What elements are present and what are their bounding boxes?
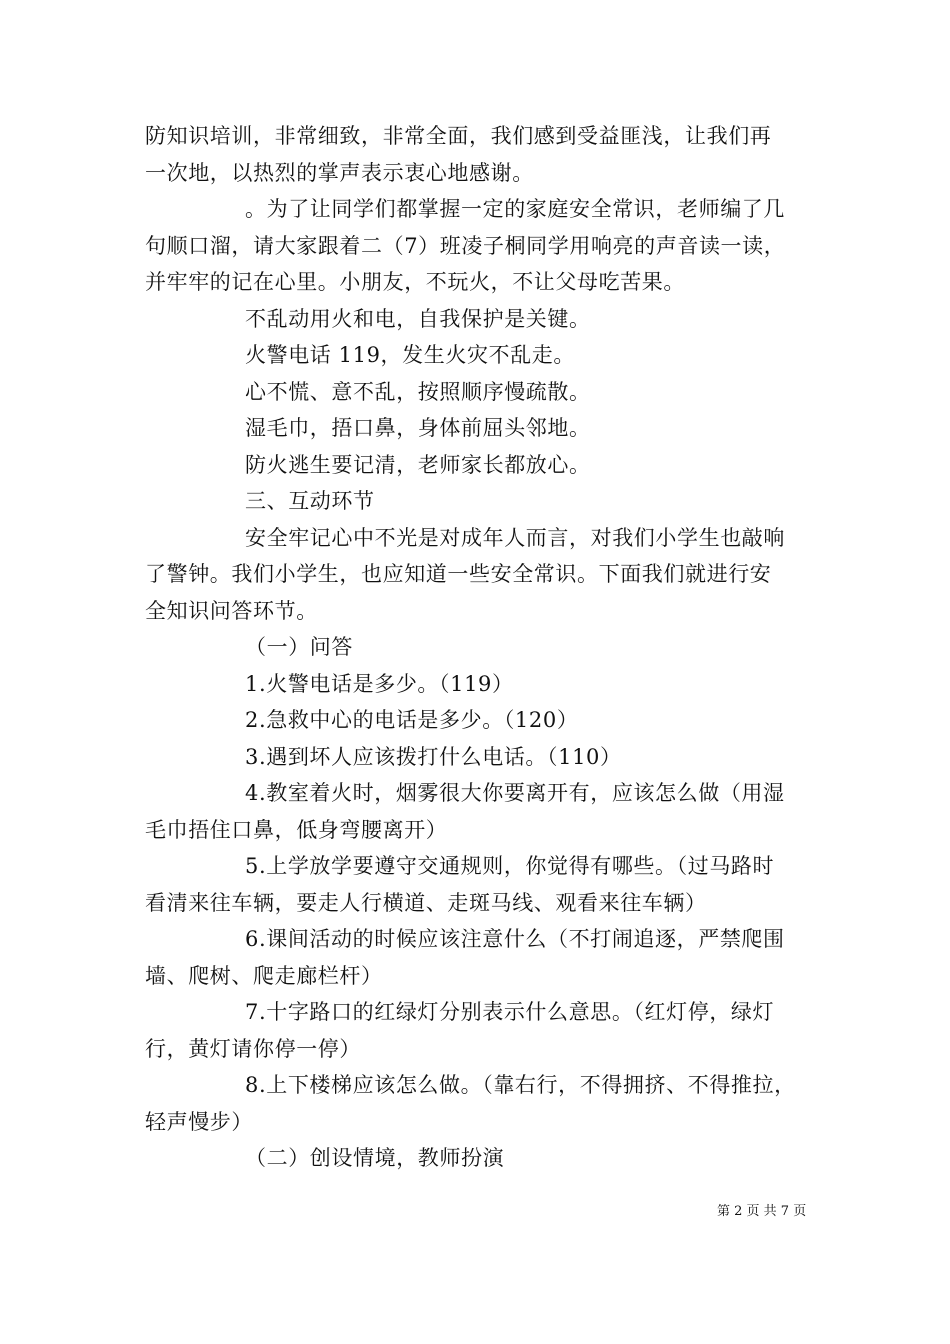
text-line: 6.课间活动的时候应该注意什么（不打闹追逐，严禁爬围 — [245, 927, 785, 951]
text-line: 5.上学放学要遵守交通规则，你觉得有哪些。（过马路时 — [245, 854, 775, 878]
text-line: 。为了让同学们都掌握一定的家庭安全常识，老师编了几 — [245, 197, 785, 221]
text-line: 湿毛巾，捂口鼻，身体前屈头邻地。 — [245, 416, 591, 440]
text-line: 墙、爬树、爬走廊栏杆） — [145, 963, 383, 988]
text-line: 毛巾捂住口鼻，低身弯腰离开） — [145, 817, 448, 842]
text-line: 7.十字路口的红绿灯分别表示什么意思。（红灯停，绿灯 — [245, 1000, 775, 1024]
text-line: 轻声慢步） — [145, 1109, 253, 1134]
text-line: 一次地，以热烈的掌声表示衷心地感谢。 — [145, 160, 534, 185]
text-line: 了警钟。我们小学生，也应知道一些安全常识。下面我们就进行安 — [145, 562, 772, 586]
text-line: 防知识培训，非常细致，非常全面，我们感到受益匪浅，让我们再 — [145, 124, 772, 148]
text-line: 不乱动用火和电，自我保护是关键。 — [245, 306, 591, 331]
text-line: 防火逃生要记清，老师家长都放心。 — [245, 452, 591, 477]
text-line: （二）创设情境，教师扮演 — [245, 1146, 505, 1170]
text-line: （一）问答 — [245, 635, 353, 659]
text-line: 看清来往车辆，要走人行横道、走斑马线、观看来往车辆） — [145, 890, 707, 915]
text-line: 2.急救中心的电话是多少。（120） — [245, 708, 579, 732]
text-line: 并牢牢的记在心里。小朋友，不玩火，不让父母吃苦果。 — [145, 270, 685, 294]
text-line: 句顺口溜，请大家跟着二（7）班凌子桐同学用响亮的声音读一读， — [145, 233, 786, 258]
text-line: 心不慌、意不乱，按照顺序慢疏散。 — [245, 379, 591, 404]
text-line: 行，黄灯请你停一停） — [145, 1036, 361, 1061]
page-number: 第 2 页 共 7 页 — [717, 1204, 807, 1219]
text-line: 火警电话 119，发生火灾不乱走。 — [245, 343, 575, 367]
text-line: 4.教室着火时，烟雾很大你要离开有，应该怎么做（用湿 — [245, 781, 785, 805]
text-line: 3.遇到坏人应该拨打什么电话。（110） — [245, 744, 622, 769]
text-line: 1.火警电话是多少。（119） — [245, 671, 514, 696]
text-line: 8.上下楼梯应该怎么做。（靠右行，不得拥挤、不得推拉， — [245, 1073, 796, 1097]
text-line: 安全牢记心中不光是对成年人而言，对我们小学生也敲响 — [245, 525, 785, 550]
text-line: 全知识问答环节。 — [145, 598, 318, 623]
text-line: 三、互动环节 — [245, 489, 375, 513]
body-text — [145, 118, 810, 1177]
